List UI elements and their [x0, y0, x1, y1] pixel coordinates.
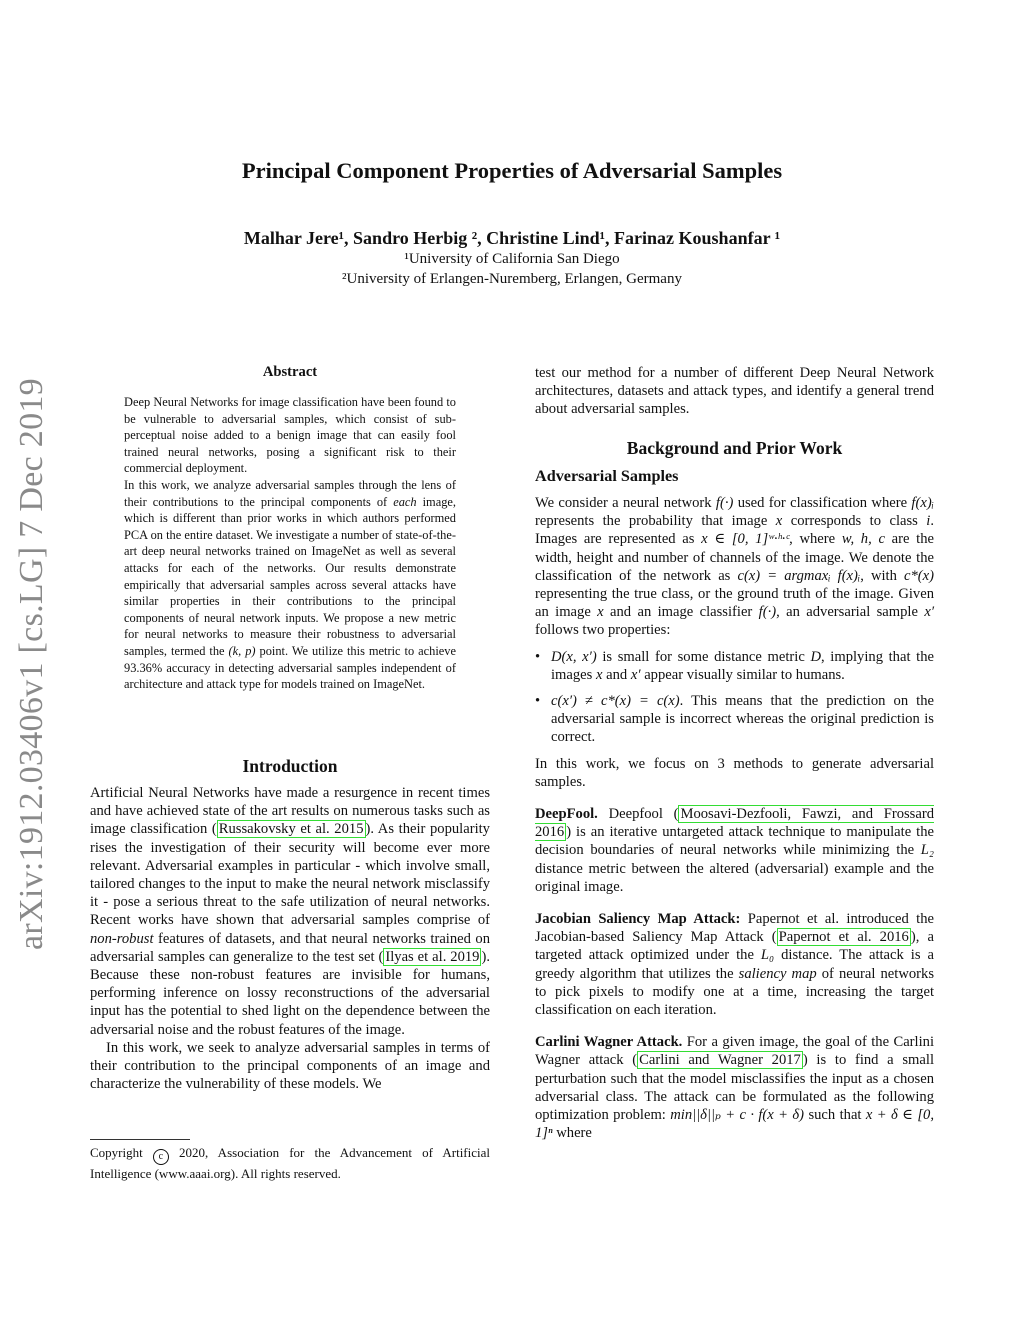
author-list: Malhar Jere¹, Sandro Herbig ², Christine Lind¹, Farinaz Koushanfar ¹ — [243, 228, 781, 248]
copyright-footnote: Copyright c 2020, Association for the Advancement of Artificial Intelligence (www.aaai.org). All rights reserved. — [90, 1145, 491, 1181]
abstract-paragraph: In this work, we analyze adversarial samples through the lens of their contributions to the principal components of each image, which is different than prior works in which authors performed PCA on the entire dataset. We investigate a number of state-of-the-art deep neural networks trained on ImageNet as well as several attacks for each of the networks. Our results demonstrate empirically that adversarial samples across several attacks have similar properties in their contributions to the principal components of neural network inputs. We propose a new metric for neural networks to measure their robustness to adversarial samples, termed the (k, p) point. We utilize this metric to achieve 93.36% accuracy in detecting adversarial samples independent of architecture and attack type for models trained on ImageNet. — [124, 477, 456, 692]
footnote-rule — [90, 1139, 190, 1140]
paper-title: Principal Component Properties of Adversarial Samples — [241, 158, 783, 183]
citation-link[interactable]: Carlini and Wagner 2017 — [639, 1052, 801, 1069]
introduction-body — [90, 784, 490, 1093]
citation-link[interactable]: Russakovsky et al. 2015 — [218, 821, 364, 838]
citation-link[interactable]: Papernot et al. 2016 — [778, 929, 909, 946]
intro-paragraph-1: Artificial Neural Networks have made a resurgence in recent times and have achieved state of the art results on numerous tasks such as image classification ( Russakovsky et al. 2015 ). As their popularity rises the investigation of their security will become ever more relevant. Adversarial examples in particular - which involve small, tailored changes to the input to make the neural network misclassify it - pose a serious threat to the safe utilization of neural networks. Recent works have shown that adversarial samples comprise of non-robust features of datasets, and that neural networks trained on adversarial samples can generalize to the test set ( Ilyas et al. 2019 ). Because these non-robust features are invisible for humans, performing inference on lossy reconstructions of the adversarial input has the potential to shed light on the dependence between the adversarial noise and the robust features of the image. — [90, 785, 490, 1038]
right-column-continuation: test our method for a number of different Deep Neural Network architectures, datasets and attack types, and identify a general trend about adversarial samples. — [535, 365, 934, 418]
adversarial-samples-body — [535, 494, 934, 1143]
abstract-paragraph: Deep Neural Networks for image classification have been found to be vulnerable to adversarial samples, which consist of sub-perceptual noise added to a benign image that can easily fool trained neural networks, posing a significant risk to their commercial deployment. — [124, 395, 456, 476]
abstract-body — [124, 394, 456, 693]
copyright-symbol: c — [153, 1149, 169, 1165]
carlini-wagner-paragraph: Carlini Wagner Attack. For a given image, the goal of the Carlini Wagner attack ( Carlini and Wagner 2017 ) is to find a small perturbation such that the model misclassifies the input as a chosen adversarial class. The attack can be formulated as the following optimization problem: min||δ||ₚ + c · f(x + δ) such that x + δ ∈ [0, 1]ⁿ where — [535, 1034, 935, 1142]
citation-link[interactable]: Moosavi-Dezfooli, Fawzi, and Frossard 2016 — [535, 806, 934, 841]
background-heading: Background and Prior Work — [626, 438, 843, 458]
list-item: • c(x′) ≠ c*(x) = c(x). This means that the prediction on the adversarial sample is incorrect whereas the original prediction is correct. — [535, 693, 935, 746]
affiliation-2: ²University of Erlangen-Nuremberg, Erlangen, Germany — [342, 271, 682, 287]
definition-paragraph: We consider a neural network f(·) used for classification where f(x)ᵢ represents the probability that image x corresponds to class i. Images are represented as x ∈ [0, 1]ʷ·ʰ·ᶜ, where w, h, c are the width, height and number of channels of the image. We denote the classification of the network as c(x) = argmaxᵢ f(x)ᵢ, with c*(x) representing the true class, or the ground truth of the image. Given an image x and an image classifier f(·), an adversarial sample x′ follows two properties: — [535, 495, 935, 639]
jsma-paragraph: Jacobian Saliency Map Attack: Papernot et al. introduced the Jacobian-based Saliency Map Attack ( Papernot et al. 2016 ), a targeted attack optimized under the L₀ distance. The attack is a greedy algorithm that utilizes the saliency map of neural networks to pick pixels to modify one at a time, increasing the target classification on each iteration. — [535, 911, 935, 1019]
citation-link[interactable]: Ilyas et al. 2019 — [385, 948, 480, 965]
affiliation-1: ¹University of California San Diego — [404, 251, 620, 267]
methods-intro-paragraph: In this work, we focus on 3 methods to generate adversarial samples. — [535, 755, 934, 790]
abstract-heading: Abstract — [262, 364, 318, 380]
deepfool-paragraph: DeepFool. Deepfool ( Moosavi-Dezfooli, Fawzi, and Frossard 2016 ) is an iterative untargeted attack technique to manipulate the decision boundaries of neural networks while minimizing the L₂ distance metric between the altered (adversarial) example and the original image. — [535, 806, 934, 895]
introduction-heading: Introduction — [242, 756, 338, 776]
arxiv-identifier-sidebar: arXiv:1912.03406v1 [cs.LG] 7 Dec 2019 — [13, 378, 50, 950]
list-item: • D(x, x′) is small for some distance metric D, implying that the images x and x′ appear visually similar to humans. — [535, 648, 934, 683]
adversarial-samples-subheading: Adversarial Samples — [535, 467, 679, 485]
properties-list — [535, 648, 934, 747]
intro-paragraph-2: In this work, we seek to analyze adversarial samples in terms of their contribution to the principal components of an image and characterize the vulnerability of these models. We — [90, 1039, 490, 1093]
